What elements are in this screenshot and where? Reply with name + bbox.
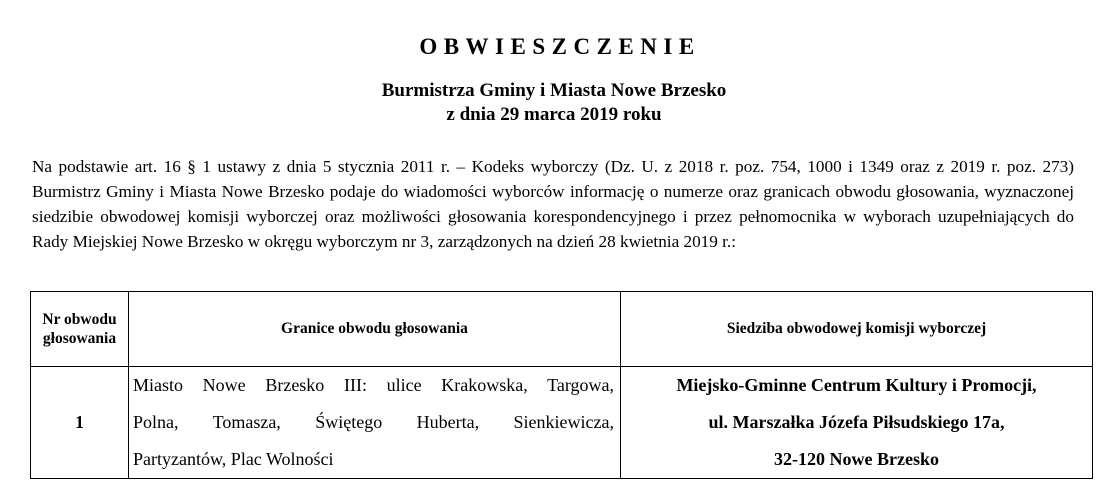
district-bounds bbox=[129, 367, 621, 479]
district-number: 1 bbox=[31, 367, 129, 479]
commission-seat-city: 32-120 Nowe Brzesko bbox=[774, 449, 939, 469]
header-nr-line1: Nr obwodu bbox=[42, 311, 117, 328]
district-bounds-line: Miasto Nowe Brzesko III: ulice Krakowska, Targowa, bbox=[133, 375, 614, 395]
header-district-bounds: Granice obwodu głosowania bbox=[129, 292, 621, 367]
header-nr-line2: głosowania bbox=[42, 330, 117, 347]
header-district-number bbox=[31, 292, 129, 367]
district-bounds-line: Polna, Tomasza, Świętego Huberta, Sienkiewicza, bbox=[133, 412, 614, 432]
header-commission-seat: Siedziba obwodowej komisji wyborczej bbox=[621, 292, 1093, 367]
table-header-row bbox=[31, 292, 1093, 367]
district-bounds-line: Partyzantów, Plac Wolności bbox=[133, 449, 334, 469]
commission-seat-name: Miejsko-Gminne Centrum Kultury i Promocji, bbox=[676, 375, 1037, 395]
commission-seat-street: ul. Marszałka Józefa Piłsudskiego 17a, bbox=[708, 412, 1005, 432]
commission-seat bbox=[621, 367, 1093, 479]
document-title: OBWIESZCZENIE bbox=[419, 34, 701, 59]
table-row bbox=[31, 367, 1093, 479]
intro-paragraph: Na podstawie art. 16 § 1 ustawy z dnia 5 stycznia 2011 r. – Kodeks wyborczy (Dz. U. z 2018 r. poz. 754, 1000 i 1349 oraz z 2019 r. poz. 273) Burmistrz Gminy i Miasta Nowe Brzesko podaje do wiadomości wyborców informację o numerze oraz granicach obwodu głosowania, wyznaczonej siedzibie obwodowej komisji wyborczej oraz możliwości głosowania korespondencyjnego i przez pełnomocnika w wyborach uzupełniających do Rady Miejskiej Nowe Brzesko w okręgu wyborczym nr 3, zarządzonych na dzień 28 kwietnia 2019 r.: bbox=[32, 157, 1074, 251]
voting-district-table bbox=[30, 291, 1093, 479]
document-issuer: Burmistrza Gminy i Miasta Nowe Brzesko bbox=[381, 80, 727, 101]
document-date: z dnia 29 marca 2019 roku bbox=[446, 104, 662, 125]
